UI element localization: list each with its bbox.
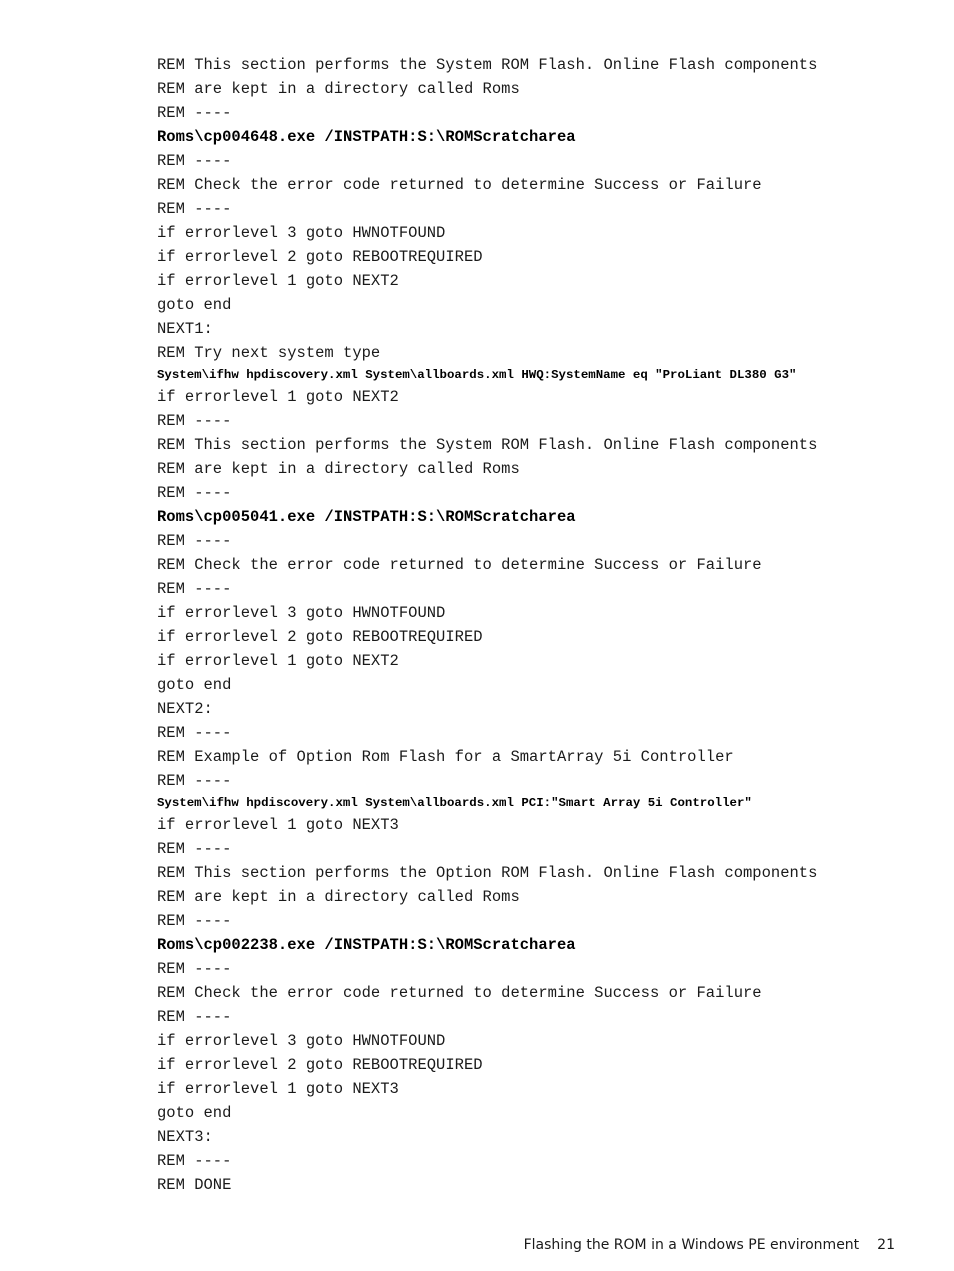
- code-line: REM ----: [157, 200, 232, 218]
- code-line: if errorlevel 2 goto REBOOTREQUIRED: [157, 248, 483, 266]
- code-line: REM ----: [157, 1008, 232, 1026]
- code-line: if errorlevel 3 goto HWNOTFOUND: [157, 604, 446, 622]
- code-line: Roms\cp004648.exe /INSTPATH:S:\ROMScratcharea: [157, 128, 576, 146]
- code-line: if errorlevel 1 goto NEXT3: [157, 1080, 399, 1098]
- code-line: if errorlevel 1 goto NEXT2: [157, 652, 399, 670]
- code-line: REM ----: [157, 412, 232, 430]
- code-listing: [157, 53, 817, 1197]
- code-line: REM ----: [157, 772, 232, 790]
- code-line: REM ----: [157, 104, 232, 122]
- code-line: REM ----: [157, 960, 232, 978]
- code-line: REM ----: [157, 840, 232, 858]
- code-line: REM ----: [157, 532, 232, 550]
- code-line: NEXT2:: [157, 700, 213, 718]
- code-line: REM are kept in a directory called Roms: [157, 80, 520, 98]
- code-line: REM Try next system type: [157, 344, 381, 362]
- code-line: goto end: [157, 1104, 232, 1122]
- code-line: NEXT1:: [157, 320, 213, 338]
- code-line: REM are kept in a directory called Roms: [157, 888, 520, 906]
- footer-section-title: Flashing the ROM in a Windows PE environment: [523, 1237, 860, 1253]
- code-line: REM Check the error code returned to determine Success or Failure: [157, 556, 762, 574]
- code-line: REM This section performs the System ROM Flash. Online Flash components: [157, 436, 818, 454]
- code-line: if errorlevel 1 goto NEXT2: [157, 272, 399, 290]
- code-line: System\ifhw hpdiscovery.xml System\allboards.xml PCI:"Smart Array 5i Controller": [157, 796, 752, 810]
- code-line: if errorlevel 2 goto REBOOTREQUIRED: [157, 1056, 483, 1074]
- code-line: if errorlevel 2 goto REBOOTREQUIRED: [157, 628, 483, 646]
- code-line: NEXT3:: [157, 1128, 213, 1146]
- code-line: REM DONE: [157, 1176, 232, 1194]
- code-line: REM ----: [157, 580, 232, 598]
- code-line: System\ifhw hpdiscovery.xml System\allboards.xml HWQ:SystemName eq "ProLiant DL380 G3": [157, 368, 797, 382]
- code-line: if errorlevel 1 goto NEXT2: [157, 388, 399, 406]
- code-line: REM Check the error code returned to determine Success or Failure: [157, 176, 762, 194]
- code-line: if errorlevel 3 goto HWNOTFOUND: [157, 1032, 446, 1050]
- code-line: REM ----: [157, 912, 232, 930]
- code-line: REM ----: [157, 1152, 232, 1170]
- code-line: Roms\cp002238.exe /INSTPATH:S:\ROMScratcharea: [157, 936, 576, 954]
- code-line: REM This section performs the Option ROM Flash. Online Flash components: [157, 864, 818, 882]
- code-line: Roms\cp005041.exe /INSTPATH:S:\ROMScratcharea: [157, 508, 576, 526]
- code-line: REM ----: [157, 152, 232, 170]
- code-line: REM This section performs the System ROM Flash. Online Flash components: [157, 56, 818, 74]
- page-number: 21: [877, 1237, 895, 1253]
- code-line: if errorlevel 3 goto HWNOTFOUND: [157, 224, 446, 242]
- code-line: REM Example of Option Rom Flash for a SmartArray 5i Controller: [157, 748, 734, 766]
- code-line: if errorlevel 1 goto NEXT3: [157, 816, 399, 834]
- code-line: REM ----: [157, 724, 232, 742]
- code-line: REM are kept in a directory called Roms: [157, 460, 520, 478]
- code-line: REM Check the error code returned to determine Success or Failure: [157, 984, 762, 1002]
- code-line: goto end: [157, 296, 232, 314]
- code-line: REM ----: [157, 484, 232, 502]
- code-line: goto end: [157, 676, 232, 694]
- page-footer: [515, 1221, 895, 1253]
